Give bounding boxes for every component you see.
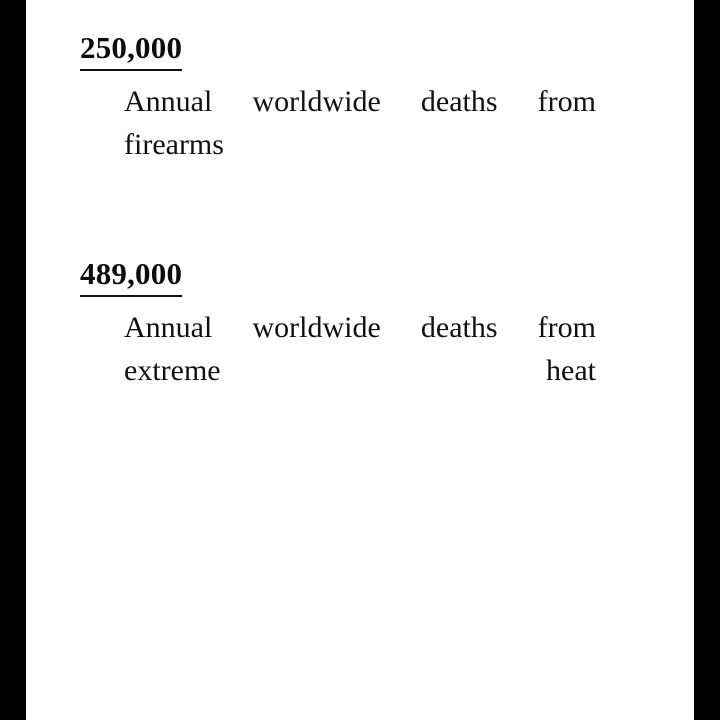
stat-item — [80, 30, 640, 210]
stat-number: 250,000 — [80, 30, 182, 71]
stat-description: Annual worldwide deaths from firearms — [124, 84, 596, 162]
document-page — [26, 0, 694, 720]
stat-description: Annual worldwide deaths from extreme heat — [124, 310, 596, 388]
stat-item — [80, 256, 640, 436]
stat-number: 489,000 — [80, 256, 182, 297]
stats-list — [26, 0, 694, 436]
